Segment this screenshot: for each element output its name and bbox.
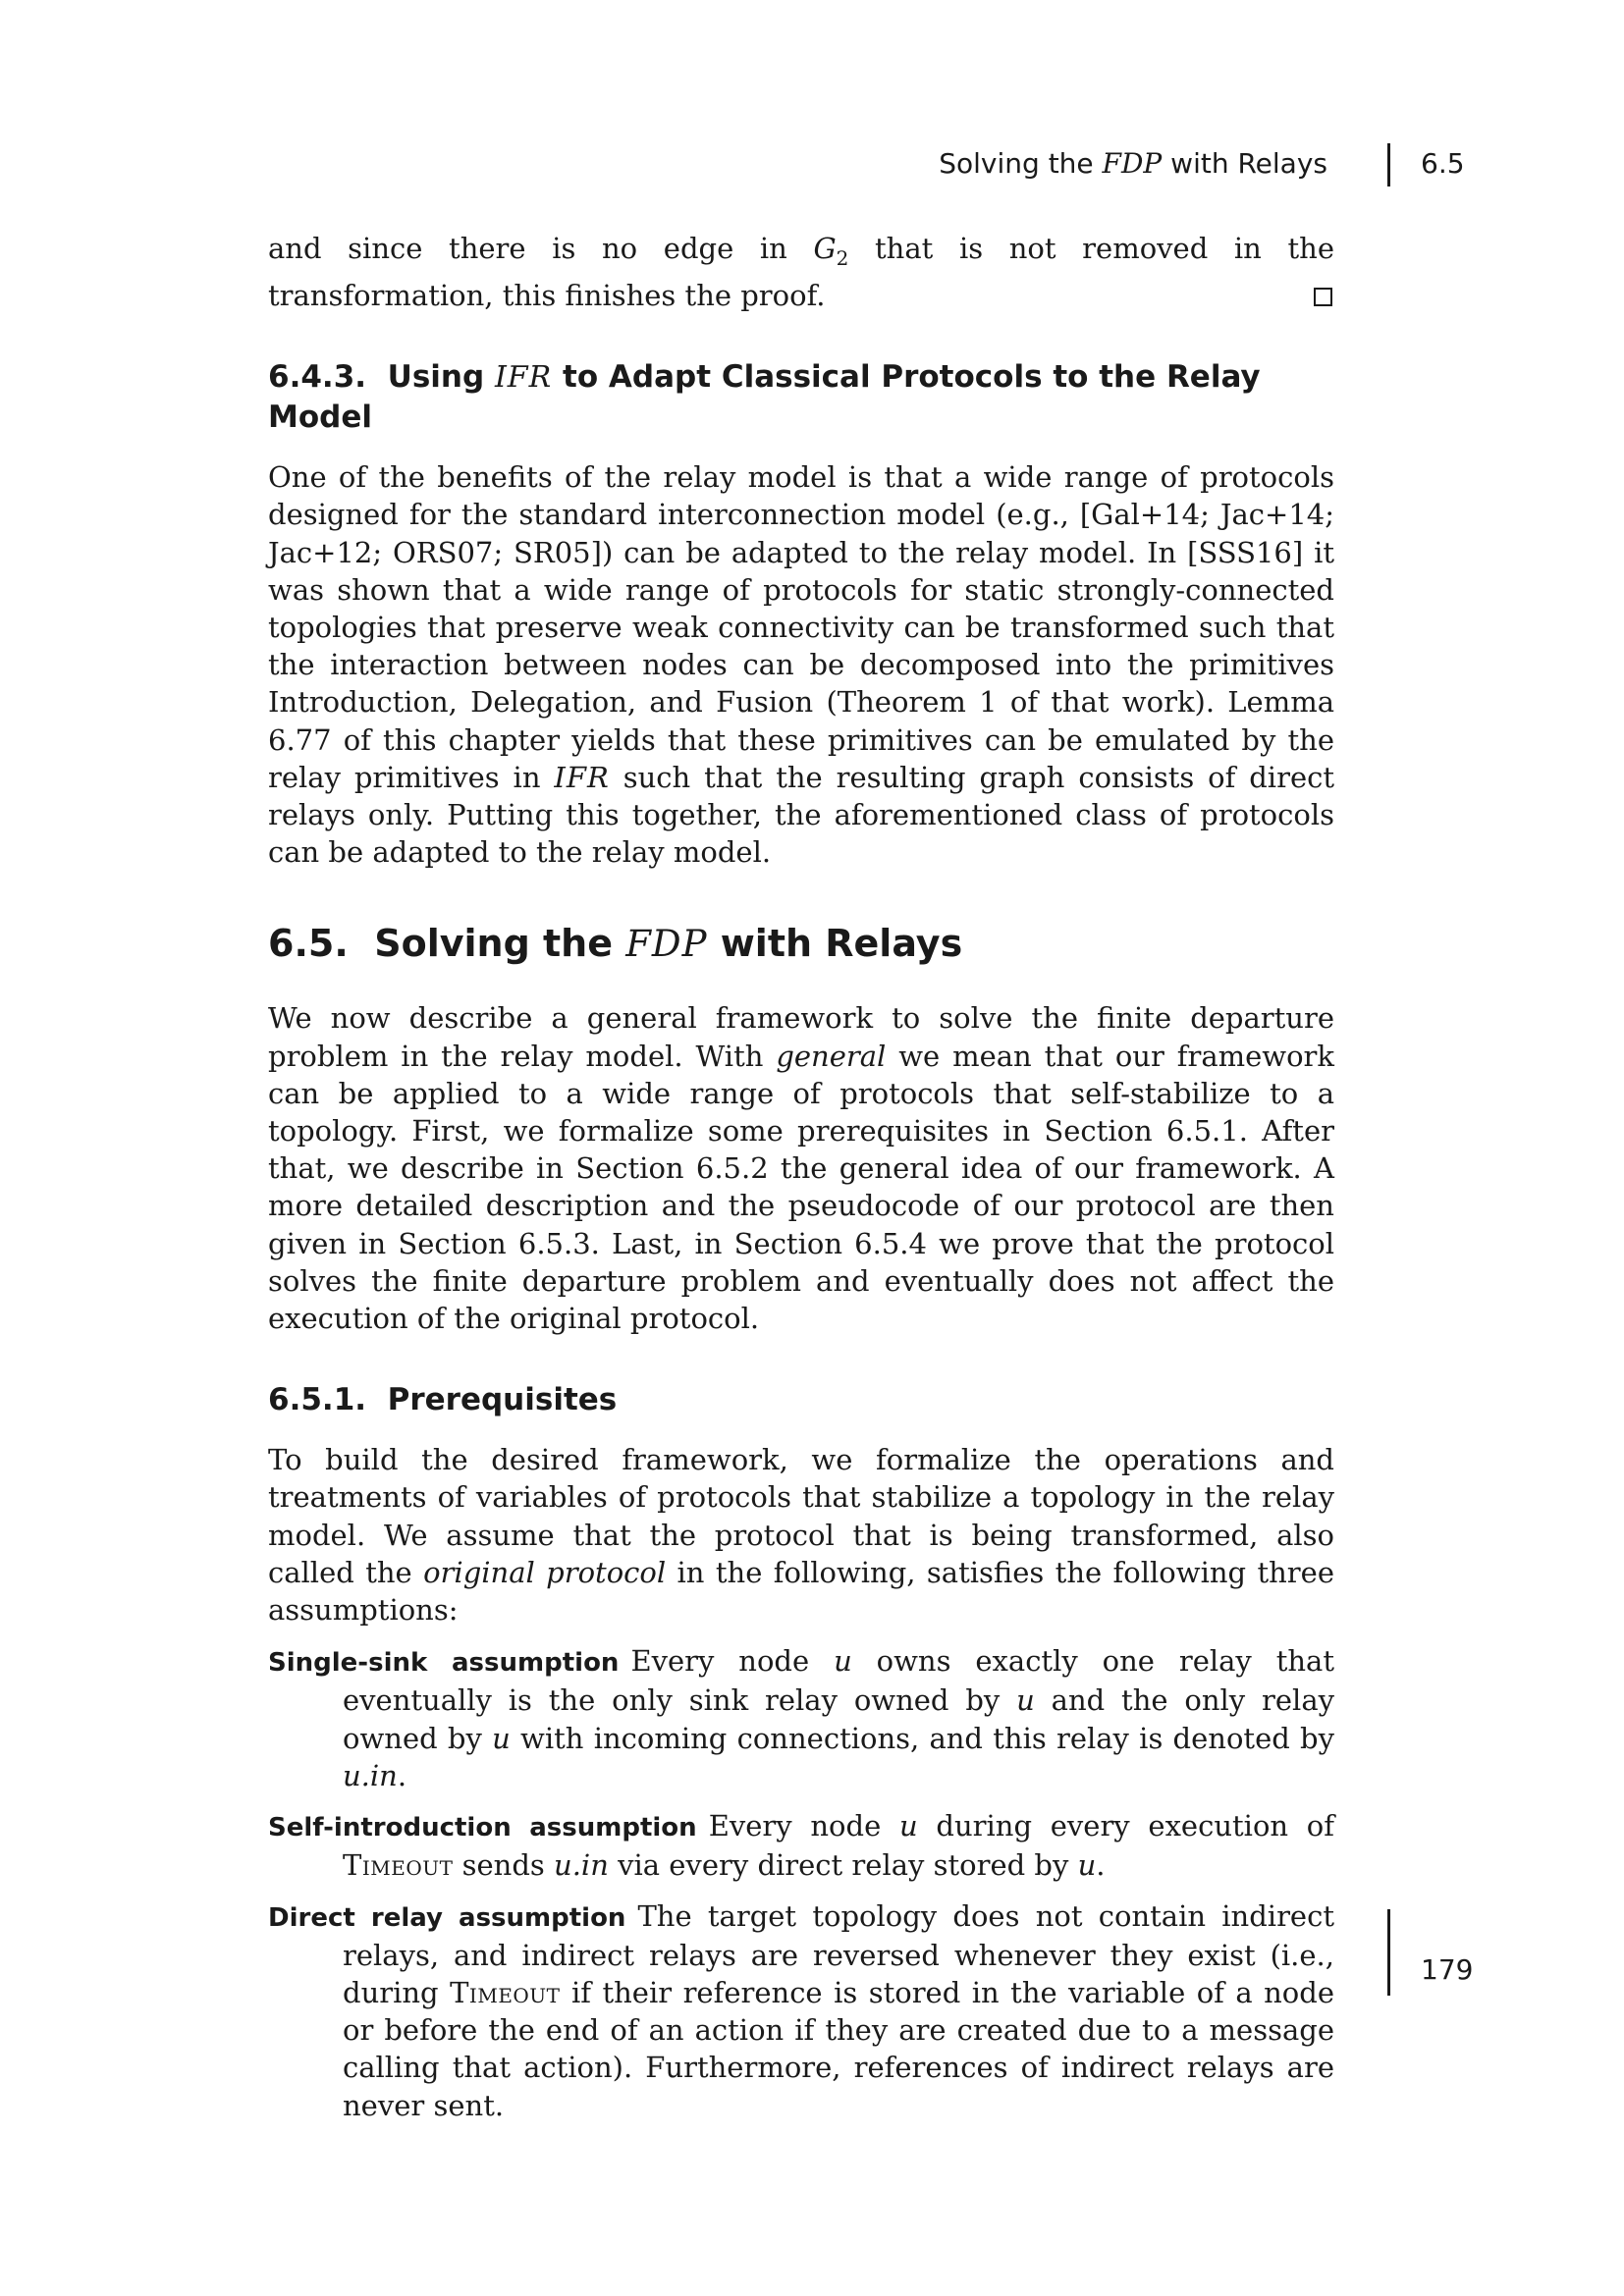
- assumption-direct-relay: [268, 1897, 1334, 2124]
- math-var: u: [834, 1644, 852, 1679]
- assumption-text: and the only relay owned by: [343, 1683, 1334, 1755]
- subsection-6-5-1-paragraph: [268, 1441, 1334, 1629]
- subsection-title-math: IFR: [494, 360, 553, 396]
- section-title-before: Solving the: [374, 922, 626, 966]
- section-6-5-paragraph: [268, 999, 1334, 1337]
- math-var: u: [898, 1809, 918, 1843]
- paragraph-text: such that the resulting graph consists of direct relays only. Putting this together, the aforementioned class of protocols can be adapted to the relay model.: [268, 760, 1334, 870]
- subsection-6-4-3-paragraph: [268, 458, 1334, 871]
- header-section-number: 6.5: [1421, 147, 1465, 180]
- subsection-title-after: to Adapt Classical Protocols to the Relay Model: [268, 359, 1261, 436]
- small-caps-term: Timeout: [343, 1848, 454, 1883]
- subsection-heading-6-4-3: [268, 357, 1334, 437]
- paragraph-text: One of the benefits of the relay model is that a wide range of protocols designed for the standard interconnection model (e.g., [Gal+14; Jac+14; Jac+12; ORS07; SR05]) can be adapted to the relay model. In [SSS16] it was shown that a wide range of protocols for static strongly-connected topologies that preserve weak connectivity can be transformed such that the interaction between nodes can be decomposed into the primitives Introduction, Delegation, and Fusion (Theorem 1 of that work). Lemma 6.77 of this chapter yields that these primitives can be emulated by the relay primitives in: [268, 460, 1334, 794]
- section-number: 6.5.: [268, 922, 349, 966]
- paragraph-text: in the following, satisfies the following three assumptions:: [268, 1555, 1334, 1628]
- assumption-text: if their reference is stored in the variable of a node or before the end of an action if they are created due to a message calling that action). Furthermore, references of indirect relays are never sent.: [343, 1975, 1334, 2122]
- small-caps-term: Timeout: [450, 1975, 561, 2009]
- assumption-term: Single-sink assumption: [268, 1648, 620, 1679]
- main-column: [268, 230, 1334, 2137]
- math-var: u: [1077, 1848, 1097, 1883]
- assumption-text: owns exactly one relay that eventually is the only sink relay owned by: [343, 1644, 1334, 1718]
- running-header: [0, 143, 1624, 192]
- math-var: u.in: [343, 1758, 398, 1792]
- assumption-text: Every node: [708, 1809, 899, 1843]
- assumption-single-sink: [268, 1642, 1334, 1794]
- proof-end-var: G: [813, 232, 837, 265]
- paragraph-text: To build the desired framework, we formalize the operations and treatments of variables of protocols that stabilize a topology in the relay model. We assume that the protocol that is being transformed, also called the: [268, 1443, 1334, 1589]
- proof-end-text-before: and since there is no edge in: [268, 232, 814, 265]
- paragraph-emphasis: general: [776, 1039, 887, 1073]
- header-title-after: with Relays: [1162, 147, 1327, 180]
- assumption-text: The target topology does not contain indirect relays, and indirect relays are reversed whenever they exist (i.e., during: [343, 1898, 1334, 2009]
- page-number: 179: [1421, 1953, 1474, 1986]
- proof-end-sub: 2: [836, 245, 849, 270]
- assumption-text: during every execution of: [917, 1809, 1334, 1843]
- assumption-self-introduction: [268, 1807, 1334, 1884]
- assumption-text: .: [1096, 1848, 1106, 1883]
- subsection-number: 6.4.3.: [268, 359, 367, 396]
- assumption-term: Self-introduction assumption: [268, 1813, 697, 1843]
- section-title-math: FDP: [625, 923, 708, 966]
- paragraph-emphasis: original protocol: [423, 1555, 667, 1589]
- subsection-title: Prerequisites: [387, 1382, 618, 1418]
- header-title: [939, 147, 1327, 180]
- footer-divider: [1387, 1909, 1390, 1996]
- assumption-text: .: [397, 1758, 407, 1792]
- assumption-text: via every direct relay stored by: [608, 1848, 1078, 1883]
- qed-box-icon: [1314, 288, 1332, 306]
- section-heading-6-5: [268, 920, 1334, 968]
- paragraph-math: IFR: [554, 760, 610, 794]
- paragraph-text: We now describe a general framework to solve the finite departure problem in the relay model. With: [268, 1001, 1334, 1073]
- proof-end-paragraph: [268, 230, 1334, 314]
- assumption-list: [268, 1642, 1334, 2123]
- assumption-text: sends: [453, 1848, 555, 1883]
- assumption-term: Direct relay assumption: [268, 1902, 626, 1933]
- proof-end-text-after: that is not removed in the transformation, this finishes the proof.: [268, 232, 1334, 312]
- math-var: u: [1016, 1683, 1035, 1718]
- subsection-title-before: Using: [387, 359, 495, 396]
- paragraph-text: we mean that our framework can be applied to a wide range of protocols that self-stabilize to a topology. First, we formalize some prerequisites in Section 6.5.1. After that, we describe in Section 6.5.2 the general idea of our framework. A more detailed description and the pseudocode of our protocol are then given in Section 6.5.3. Last, in Section 6.5.4 we prove that the protocol solves the finite departure problem and eventually does not affect the execution of the original protocol.: [268, 1039, 1334, 1336]
- header-title-before: Solving the: [939, 147, 1103, 180]
- subsection-number: 6.5.1.: [268, 1382, 367, 1418]
- header-title-math: FDP: [1102, 147, 1163, 180]
- math-var: u: [492, 1721, 511, 1755]
- subsection-heading-6-5-1: [268, 1380, 1334, 1419]
- assumption-text: Every node: [630, 1644, 835, 1679]
- assumption-text: with incoming connections, and this relay is denoted by: [510, 1721, 1334, 1755]
- section-title-after: with Relays: [707, 922, 963, 966]
- header-divider: [1387, 143, 1390, 187]
- math-var: u.in: [554, 1848, 609, 1883]
